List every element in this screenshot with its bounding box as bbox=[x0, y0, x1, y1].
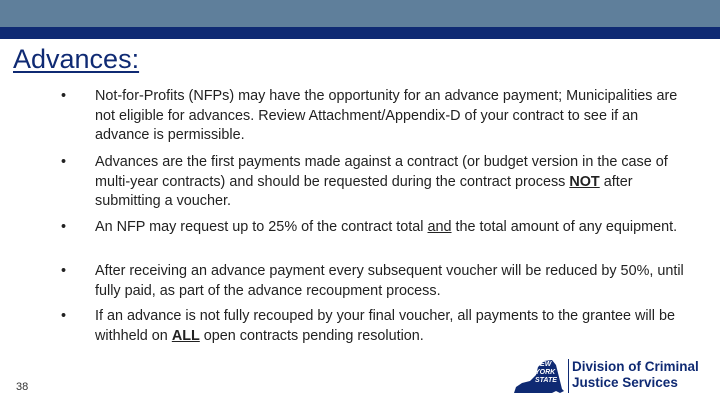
bullet-text: Advances are the first payments made against a contract (or budget version in the case of multi-year contracts) and should be requested during the contract process bbox=[95, 154, 668, 190]
bullet-dot: • bbox=[61, 308, 67, 324]
bullet-item bbox=[61, 218, 685, 238]
bullet-item bbox=[61, 307, 685, 346]
bullet-text: Not-for-Profits (NFPs) may have the opportunity for an advance payment; Municipalities are not eligible for advances. Review Attachment/Appendix-D of your contract to see if an advance is permissible. bbox=[95, 88, 678, 143]
page-number: 38 bbox=[16, 381, 29, 393]
agency-name: Division of Criminal Justice Services bbox=[572, 359, 699, 390]
emphasis-not: NOT bbox=[569, 173, 600, 190]
header-stripe bbox=[0, 27, 720, 39]
bullet-dot: • bbox=[61, 154, 67, 170]
bullet-item bbox=[61, 87, 685, 146]
agency-logo bbox=[508, 357, 698, 397]
emphasis-and: and bbox=[427, 219, 452, 235]
emphasis-all: ALL bbox=[171, 327, 200, 344]
logo-divider bbox=[568, 359, 569, 393]
slide-title: Advances: bbox=[13, 44, 140, 74]
bullet-dot: • bbox=[61, 219, 67, 235]
bullet-text: after submitting a voucher. bbox=[95, 173, 633, 209]
bullet-dot: • bbox=[61, 263, 67, 279]
bullet-text: the total amount of any equipment. bbox=[451, 219, 678, 235]
bullet-item bbox=[61, 262, 685, 301]
bullet-text: After receiving an advance payment every subsequent voucher will be reduced by 50%, until fully paid, as part of the advance recoupment process. bbox=[95, 263, 684, 299]
bullet-dot: • bbox=[61, 88, 67, 104]
bullet-text: open contracts pending resolution. bbox=[199, 327, 424, 344]
bullet-text: An NFP may request up to 25% of the contract total bbox=[95, 219, 428, 235]
new-york-state-wordmark: NEW YORK STATE bbox=[535, 361, 557, 384]
bullet-item bbox=[61, 153, 685, 212]
bullet-text: If an advance is not fully recouped by your final voucher, all payments to the grantee will be withheld on bbox=[95, 308, 675, 344]
header-band bbox=[0, 0, 720, 27]
